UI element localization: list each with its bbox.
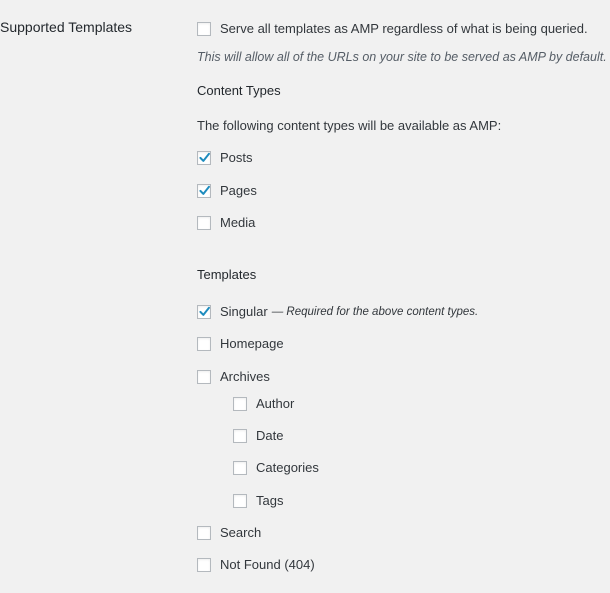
template-not-found[interactable] <box>197 557 315 572</box>
archives-checkbox[interactable] <box>197 370 211 384</box>
content-type-media[interactable] <box>197 215 255 230</box>
content-types-intro: The following content types will be available as AMP: <box>197 118 502 133</box>
media-checkbox[interactable] <box>197 216 211 230</box>
singular-checkbox[interactable] <box>197 305 211 319</box>
date-checkbox[interactable] <box>233 429 247 443</box>
template-homepage[interactable] <box>197 336 284 351</box>
date-label: Date <box>256 428 284 443</box>
categories-checkbox[interactable] <box>233 461 247 475</box>
not-found-label: Not Found (404) <box>220 557 315 572</box>
tags-checkbox[interactable] <box>233 494 247 508</box>
template-singular[interactable] <box>197 304 478 319</box>
content-types-heading: Content Types <box>197 83 281 98</box>
content-type-pages[interactable] <box>197 183 257 198</box>
template-archives-date[interactable] <box>233 428 283 443</box>
homepage-label: Homepage <box>220 336 284 351</box>
row-label: Supported Templates <box>0 19 133 35</box>
content-type-posts[interactable] <box>197 150 253 165</box>
posts-checkbox[interactable] <box>197 151 211 165</box>
singular-required-note: — Required for the above content types. <box>271 305 479 318</box>
checkmark-icon <box>197 183 212 198</box>
checkmark-icon <box>197 304 212 319</box>
homepage-checkbox[interactable] <box>197 337 211 351</box>
posts-label: Posts <box>220 150 253 165</box>
template-archives-tags[interactable] <box>233 493 283 508</box>
pages-label: Pages <box>220 183 257 198</box>
author-checkbox[interactable] <box>233 397 247 411</box>
checkmark-icon <box>197 150 212 165</box>
pages-checkbox[interactable] <box>197 184 211 198</box>
serve-all-checkbox[interactable] <box>197 22 211 36</box>
templates-heading: Templates <box>197 267 257 282</box>
singular-label: Singular <box>220 304 268 319</box>
template-archives-categories[interactable] <box>233 460 319 475</box>
search-checkbox[interactable] <box>197 526 211 540</box>
template-search[interactable] <box>197 525 261 540</box>
serve-all-label: Serve all templates as AMP regardless of what is being queried. <box>220 21 588 36</box>
serve-all-option[interactable] <box>197 21 588 36</box>
template-archives-author[interactable] <box>233 396 294 411</box>
archives-label: Archives <box>220 369 270 384</box>
author-label: Author <box>256 396 295 411</box>
not-found-checkbox[interactable] <box>197 558 211 572</box>
categories-label: Categories <box>256 460 319 475</box>
template-archives[interactable] <box>197 369 270 384</box>
serve-all-description: This will allow all of the URLs on your site to be served as AMP by default. <box>197 50 607 64</box>
media-label: Media <box>220 215 256 230</box>
search-label: Search <box>220 525 262 540</box>
tags-label: Tags <box>256 493 284 508</box>
